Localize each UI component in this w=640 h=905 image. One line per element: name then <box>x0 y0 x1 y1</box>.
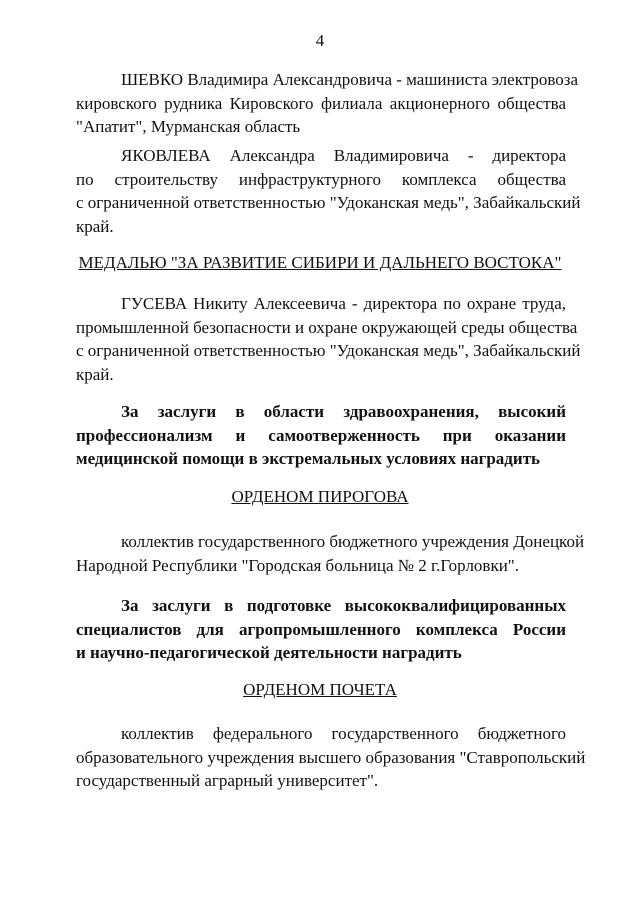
text-line: с ограниченной ответственностью "Удоканская медь", Забайкальский <box>76 193 581 212</box>
text-line: край. <box>76 364 114 384</box>
section-heading-medal: МЕДАЛЬЮ "ЗА РАЗВИТИЕ СИБИРИ И ДАЛЬНЕГО ВОСТОКА" <box>78 253 562 272</box>
text-line: За заслуги в подготовке высококвалифицированных <box>121 596 566 615</box>
text-line: ГУСЕВА Никиту Алексеевича - директора по охране труда, <box>121 294 566 313</box>
text-line: по строительству инфраструктурного комплекса общества <box>76 169 566 189</box>
text-line: коллектив государственного бюджетного учреждения Донецкой <box>121 532 585 551</box>
award-paragraph-guseva <box>76 292 581 386</box>
award-paragraph-university <box>76 722 586 793</box>
text-line: Народной Республики "Городская больница № 2 г.Горловки". <box>76 555 519 575</box>
text-line: образовательного учреждения высшего образования "Ставропольский <box>76 747 586 767</box>
text-line: коллектив федерального государственного бюджетного <box>121 724 566 743</box>
text-line: "Апатит", Мурманская область <box>76 117 301 136</box>
page-number: 4 <box>315 31 325 50</box>
text-line: За заслуги в области здравоохранения, высокий <box>121 402 566 421</box>
text-line: с ограниченной ответственностью "Удоканская медь", Забайкальский <box>76 341 581 360</box>
text-line: медицинской помощи в экстремальных условиях наградить <box>76 449 541 468</box>
text-line: государственный аграрный университет". <box>76 771 379 790</box>
text-line: и научно-педагогической деятельности наградить <box>76 643 462 662</box>
text-line: край. <box>76 216 114 236</box>
award-paragraph-shevko <box>76 68 579 139</box>
text-line: кировского рудника Кировского филиала акционерного общества <box>76 93 566 113</box>
text-line: профессионализм и самоотверженность при оказании <box>76 425 566 445</box>
text-line: ЯКОВЛЕВА Александра Владимировича - директора <box>121 146 566 165</box>
text-line: промышленной безопасности и охране окружающей среды общества <box>76 317 578 337</box>
section-heading-pirogov: ОРДЕНОМ ПИРОГОВА <box>231 487 409 506</box>
text-line: ШЕВКО Владимира Александровича - машиниста электровоза <box>121 70 579 89</box>
award-paragraph-yakovlev <box>76 144 581 238</box>
award-paragraph-hospital <box>76 530 585 577</box>
section-heading-honor: ОРДЕНОМ ПОЧЕТА <box>243 680 397 699</box>
text-line: специалистов для агропромышленного комплекса России <box>76 619 566 639</box>
merit-statement-agriculture <box>76 594 566 665</box>
merit-statement-healthcare <box>76 400 566 471</box>
